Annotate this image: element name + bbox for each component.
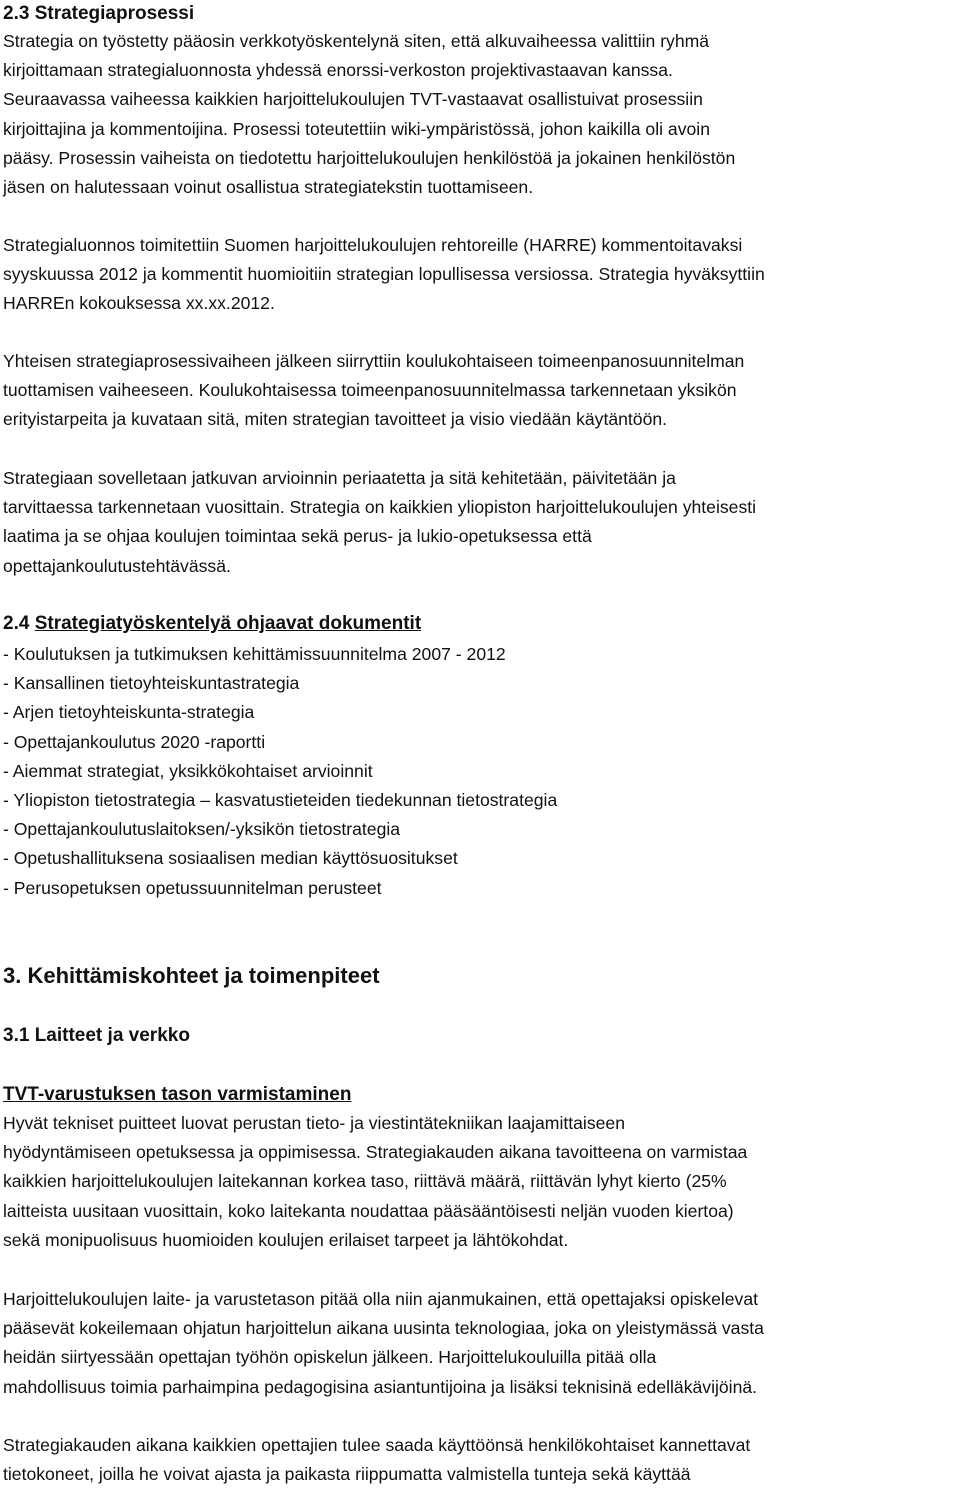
paragraph-modern-level [3, 1285, 764, 1402]
text-line: tarvittaessa tarkennetaan vuosittain. Strategia on kaikkien yliopiston harjoittelukoulujen yhteisesti [3, 497, 757, 518]
text-line: Strategiaan sovelletaan jatkuvan arvioinnin periaatetta ja sitä kehitetään, päivitetään ja [3, 468, 676, 488]
text-line: HARREn kokouksessa xx.xx.2012. [3, 293, 275, 314]
text-line: mahdollisuus toimia parhaimpina pedagogisina asiantuntijoina ja lisäksi teknisinä edelläkävijöinä. [3, 1376, 758, 1397]
list-item: - Arjen tietoyhteiskunta-strategia [3, 702, 255, 723]
section-heading-2-3: 2.3 Strategiaprosessi [3, 3, 195, 24]
list-item: - Perusopetuksen opetussuunnitelman perusteet [3, 877, 382, 898]
section-title: Strategiatyöskentelyä ohjaavat dokumentit [34, 613, 422, 634]
list-item: - Koulutuksen ja tutkimuksen kehittämissuunnitelma 2007 - 2012 [3, 644, 506, 664]
text-line: heidän siirtyessään opettajan työhön opiskelun jälkeen. Harjoittelukouluilla pitää olla [3, 1347, 657, 1368]
text-line: tietokoneet, joilla he voivat ajasta ja paikasta riippumatta valmistella tunteja sekä käyttää [3, 1464, 691, 1485]
text-line: hyödyntämiseen opetuksessa ja oppimisessa. Strategiakauden aikana tavoitteena on varmistaa [3, 1142, 748, 1163]
text-line: jäsen on halutessaan voinut osallistua strategiatekstin tuottamiseen. [3, 177, 534, 198]
list-item: - Aiemmat strategiat, yksikkökohtaiset arvioinnit [3, 760, 373, 781]
list-item: - Kansallinen tietoyhteiskuntastrategia [3, 673, 300, 694]
chapter-heading-3: 3. Kehittämiskohteet ja toimenpiteet [3, 963, 380, 988]
paragraph-equipment [3, 1109, 747, 1255]
text-line: pääsevät kokeilemaan ohjatun harjoittelun aikana uusinta teknologiaa, joka on yleistymässä vasta [3, 1318, 764, 1339]
paragraph-process [3, 27, 735, 202]
text-line: tuottamisen vaiheeseen. Koulukohtaisessa toimeenpanosuunnitelmassa tarkennetaan yksikön [3, 380, 737, 401]
text-line: erityistarpeita ja kuvataan sitä, miten strategian tavoitteet ja visio viedään käytäntöön. [3, 409, 668, 430]
subsection-heading: TVT-varustuksen tason varmistaminen [3, 1084, 352, 1105]
text-line: Hyvät tekniset puitteet luovat perustan tieto- ja viestintätekniikan laajamittaiseen [3, 1113, 625, 1133]
text-line: kaikkien harjoittelukoulujen laitekannan korkea taso, riittävä määrä, riittävän lyhyt kierto (25% [3, 1171, 727, 1192]
text-line: kirjoittajina ja kommentoijina. Prosessi toteutettiin wiki-ympäristössä, johon kaikilla oli avoin [3, 118, 710, 139]
section-number: 2.4 [3, 613, 35, 634]
paragraph-laptops [3, 1431, 750, 1489]
list-item: - Opettajankoulutuslaitoksen/-yksikön tietostrategia [3, 819, 401, 840]
documents-list [3, 640, 557, 903]
section-heading-3-1: 3.1 Laitteet ja verkko [3, 1025, 190, 1046]
paragraph-implementation [3, 347, 744, 435]
text-line: Strategiakauden aikana kaikkien opettajien tulee saada käyttöönsä henkilökohtaiset kannettavat [3, 1435, 751, 1455]
text-line: syyskuussa 2012 ja kommentit huomioitiin strategian lopullisessa versiossa. Strategia hyväksyttiin [3, 264, 765, 285]
text-line: laitteista uusitaan vuosittain, koko laitekanta noudattaa pääsääntöisesti neljän vuoden kiertoa) [3, 1200, 734, 1221]
text-line: Seuraavassa vaiheessa kaikkien harjoittelukoulujen TVT-vastaavat osallistuivat prosessiin [3, 89, 703, 110]
text-line: Strategialuonnos toimitettiin Suomen harjoittelukoulujen rehtoreille (HARRE) kommentoitavaksi [3, 235, 743, 255]
text-line: Strategia on työstetty pääosin verkkotyöskentelynä siten, että alkuvaiheessa valittiin ryhmä [3, 31, 710, 51]
list-item: - Yliopiston tietostrategia – kasvatustieteiden tiedekunnan tietostrategia [3, 790, 558, 811]
paragraph-draft [3, 231, 765, 319]
text-line: pääsy. Prosessin vaiheista on tiedotettu harjoittelukoulujen henkilöstöä ja jokainen henkilöstön [3, 147, 736, 168]
text-line: kirjoittamaan strategialuonnosta yhdessä enorssi-verkoston projektivastaavan kanssa. [3, 60, 673, 81]
text-line: sekä monipuolisuus huomioiden koulujen erilaiset tarpeet ja lähtökohdat. [3, 1229, 569, 1250]
paragraph-evaluation [3, 464, 756, 581]
section-heading-2-4 [3, 612, 421, 636]
text-line: Harjoittelukoulujen laite- ja varustetason pitää olla niin ajanmukainen, että opettajaksi opiskelevat [3, 1289, 759, 1309]
text-line: Yhteisen strategiaprosessivaiheen jälkeen siirryttiin koulukohtaiseen toimeenpanosuunnitelman [3, 351, 745, 371]
text-line: opettajankoulutustehtävässä. [3, 555, 231, 576]
list-item: - Opetushallituksena sosiaalisen median käyttösuositukset [3, 848, 458, 869]
text-line: laatima ja se ohjaa koulujen toimintaa sekä perus- ja lukio-opetuksessa että [3, 526, 592, 547]
list-item: - Opettajankoulutus 2020 -raportti [3, 731, 266, 752]
